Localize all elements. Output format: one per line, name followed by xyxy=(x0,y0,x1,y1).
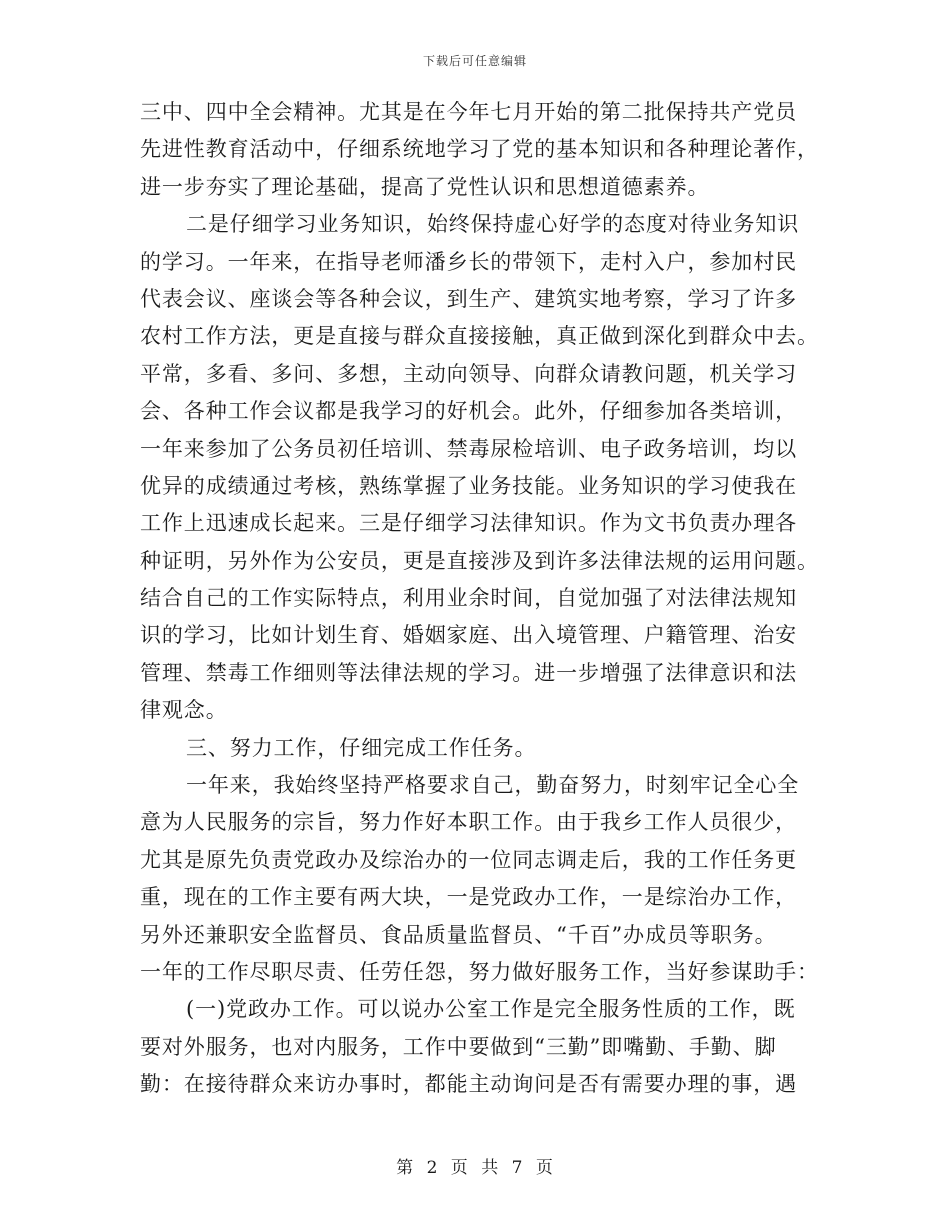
page-header: 下载后可任意编辑 xyxy=(422,54,527,68)
text-line: 勤：在接待群众来访办事时，都能主动询问是否有需要办理的事，遇 xyxy=(140,1072,797,1097)
text-line: 种证明，另外作为公安员，更是直接涉及到许多法律法规的运用问题。 xyxy=(140,548,819,573)
text-line: 另外还兼职安全监督员、食品质量监督员、“千百”办成员等职务。 xyxy=(140,922,777,947)
text-line: 进一步夯实了理论基础，提高了党性认识和思想道德素养。 xyxy=(140,174,710,199)
text-line: 三中、四中全会精神。尤其是在今年七月开始的第二批保持共产党员 xyxy=(140,100,797,124)
text-line: 结合自己的工作实际特点，利用业余时间，自觉加强了对法律法规知 xyxy=(140,586,797,611)
page-footer: 第 2 页 共 7 页 xyxy=(396,1158,554,1178)
text-line: 识的学习，比如计划生育、婚姻家庭、出入境管理、户籍管理、治安 xyxy=(140,623,797,648)
text-line: 二是仔细学习业务知识，始终保持虚心好学的态度对待业务知识 xyxy=(186,212,800,237)
text-line: 律观念。 xyxy=(140,698,228,723)
text-line: 一年来参加了公务员初任培训、禁毒尿检培训、电子政务培训，均以 xyxy=(140,436,797,461)
text-line: 代表会议、座谈会等各种会议，到生产、建筑实地考察，学习了许多 xyxy=(140,286,797,311)
text-line: 管理、禁毒工作细则等法律法规的学习。进一步增强了法律意识和法 xyxy=(140,660,797,685)
text-line: (一)党政办工作。可以说办公室工作是完全服务性质的工作，既 xyxy=(186,997,796,1022)
text-line: 工作上迅速成长起来。三是仔细学习法律知识。作为文书负责办理各 xyxy=(140,511,797,536)
text-line: 会、各种工作会议都是我学习的好机会。此外，仔细参加各类培训， xyxy=(140,399,797,424)
text-line: 优异的成绩通过考核，熟练掌握了业务技能。业务知识的学习使我在 xyxy=(140,473,797,498)
text-line: 的学习。一年来，在指导老师潘乡长的带领下，走村入户，参加村民 xyxy=(140,249,797,274)
text-line: 农村工作方法，更是直接与群众直接接触，真正做到深化到群众中去。 xyxy=(140,324,819,349)
text-line: 重，现在的工作主要有两大块，一是党政办工作，一是综治办工作， xyxy=(140,885,797,910)
document-body xyxy=(140,94,820,1104)
text-line: 三、努力工作，仔细完成工作任务。 xyxy=(186,735,537,760)
text-line: 尤其是原先负责党政办及综治办的一位同志调走后，我的工作任务更 xyxy=(140,847,797,872)
text-line: 一年的工作尽职尽责、任劳任怨，努力做好服务工作，当好参谋助手： xyxy=(140,959,819,984)
text-line: 一年来，我始终坚持严格要求自己，勤奋努力，时刻牢记全心全 xyxy=(186,773,800,798)
text-line: 意为人民服务的宗旨，努力作好本职工作。由于我乡工作人员很少， xyxy=(140,810,797,835)
text-line: 要对外服务，也对内服务，工作中要做到“三勤”即嘴勤、手勤、脚 xyxy=(140,1034,777,1059)
text-line: 先进性教育活动中，仔细系统地学习了党的基本知识和各种理论著作， xyxy=(140,137,819,162)
text-line: 平常，多看、多问、多想，主动向领导、向群众请教问题，机关学习 xyxy=(140,361,797,386)
